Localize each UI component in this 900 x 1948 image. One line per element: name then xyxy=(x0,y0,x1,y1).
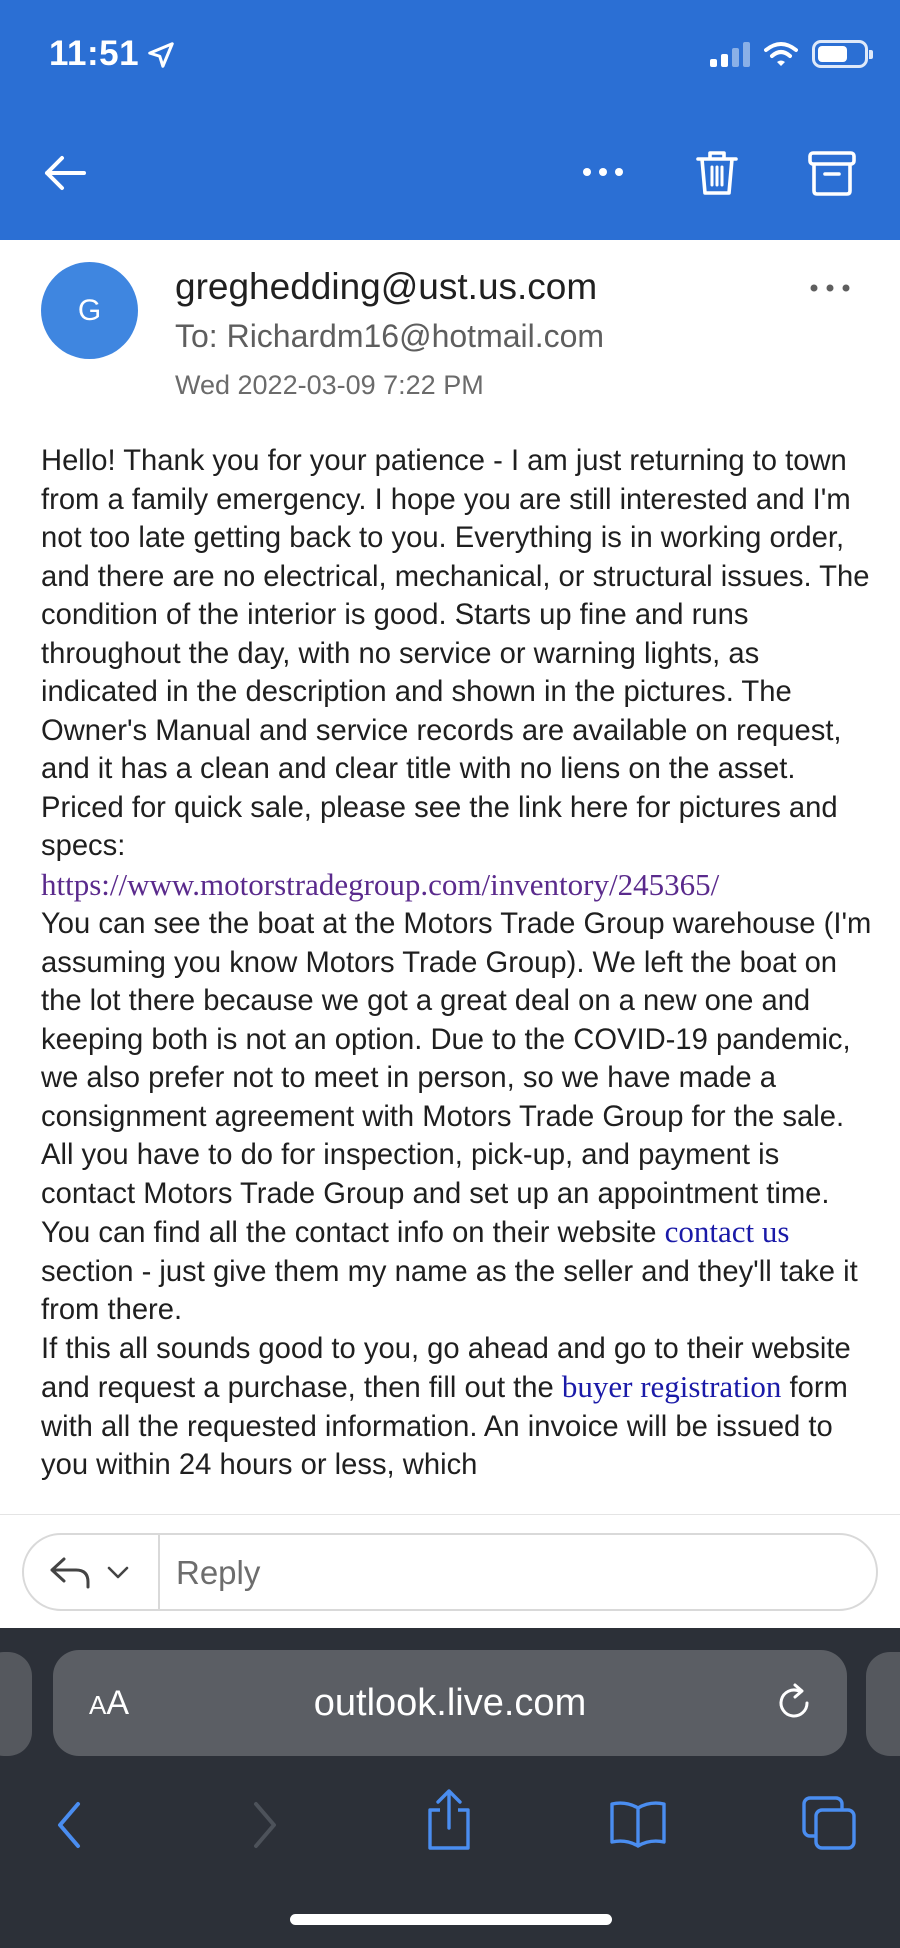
battery-icon xyxy=(812,40,868,68)
location-arrow-icon xyxy=(146,40,176,70)
avatar[interactable]: G xyxy=(41,262,138,359)
contact-us-link[interactable]: contact us xyxy=(664,1214,790,1249)
message-more-icon[interactable] xyxy=(808,280,852,296)
url-text[interactable]: outlook.live.com xyxy=(313,1682,587,1724)
reply-input[interactable] xyxy=(176,1553,856,1593)
wifi-icon xyxy=(764,41,798,67)
back-arrow-icon[interactable] xyxy=(40,148,90,198)
reply-box xyxy=(22,1533,878,1611)
home-indicator xyxy=(290,1914,612,1925)
body-paragraph xyxy=(41,1330,881,1485)
reply-arrow-icon xyxy=(48,1555,92,1589)
message-view xyxy=(0,240,900,1514)
address-bar[interactable] xyxy=(53,1650,847,1756)
buyer-registration-link[interactable]: buyer registration xyxy=(561,1369,782,1404)
message-date: Wed 2022-03-09 7:22 PM xyxy=(175,370,484,400)
status-time: 11:51 xyxy=(49,34,140,73)
browser-toolbar xyxy=(0,1628,900,1948)
app-header xyxy=(0,0,900,240)
previous-tab-preview[interactable] xyxy=(0,1652,32,1756)
more-horizontal-icon[interactable] xyxy=(578,150,628,194)
body-paragraph xyxy=(41,1136,881,1330)
body-text: If this all sounds good to you, go ahead and go to their website and request a purchase, then fill out the xyxy=(41,1332,851,1404)
status-indicators xyxy=(710,40,868,68)
sender-address[interactable]: greghedding@ust.us.com xyxy=(175,266,598,307)
browser-forward-icon[interactable] xyxy=(248,1800,282,1850)
reply-options-button[interactable] xyxy=(24,1535,160,1609)
text-size-button[interactable]: AA xyxy=(89,1684,130,1722)
tabs-icon[interactable] xyxy=(800,1794,858,1852)
share-icon[interactable] xyxy=(424,1788,474,1852)
body-paragraph: You can see the boat at the Motors Trade Group warehouse (I'm assuming you know Motors Trade Group). We left the boat on the lot there because we got a great deal on a new one and keeping both is not an option. Due to the COVID-19 pandemic, we also prefer not to meet in person, so we have made a consignment agreement with Motors Trade Group for the sale. xyxy=(41,908,872,1133)
next-tab-preview[interactable] xyxy=(866,1652,900,1756)
message-body xyxy=(41,442,881,1485)
body-text: form with all the requested information. An invoice will be issued to you within 24 hours or less, which xyxy=(41,1372,848,1481)
body-text: section - just give them my name as the seller and they'll take it from there. xyxy=(41,1255,858,1326)
cellular-signal-icon xyxy=(710,41,750,67)
chevron-down-icon xyxy=(106,1563,130,1581)
body-paragraph: Hello! Thank you for your patience - I am just returning to town from a family emergency. I hope you are still interested and I'm not too late getting back to you. Everything is in working order, and there are no electrical, mechanical, or structural issues. The condition of the interior is good. Starts up fine and runs throughout the day, with no service or warning lights, as indicated in the description and shown in the pictures. The Owner's Manual and service records are available on request, and it has a clean and clear title with no liens on the asset. Priced for quick sale, please see the link here for pictures and specs: xyxy=(41,445,870,862)
browser-back-icon[interactable] xyxy=(52,1800,86,1850)
bookmarks-icon[interactable] xyxy=(608,1798,668,1848)
body-text: All you have to do for inspection, pick-up, and payment is contact Motors Trade Group and set up an appointment time. You can find all the contact info on their website xyxy=(41,1139,830,1249)
recipient-line[interactable]: To: Richardm16@hotmail.com xyxy=(175,318,605,354)
reload-icon[interactable] xyxy=(773,1682,815,1724)
reply-bar xyxy=(0,1514,900,1628)
browser-nav xyxy=(0,1788,900,1862)
trash-icon[interactable] xyxy=(692,147,742,199)
archive-icon[interactable] xyxy=(806,147,858,199)
inventory-link[interactable]: https://www.motorstradegroup.com/inventory/245365/ xyxy=(41,866,720,902)
